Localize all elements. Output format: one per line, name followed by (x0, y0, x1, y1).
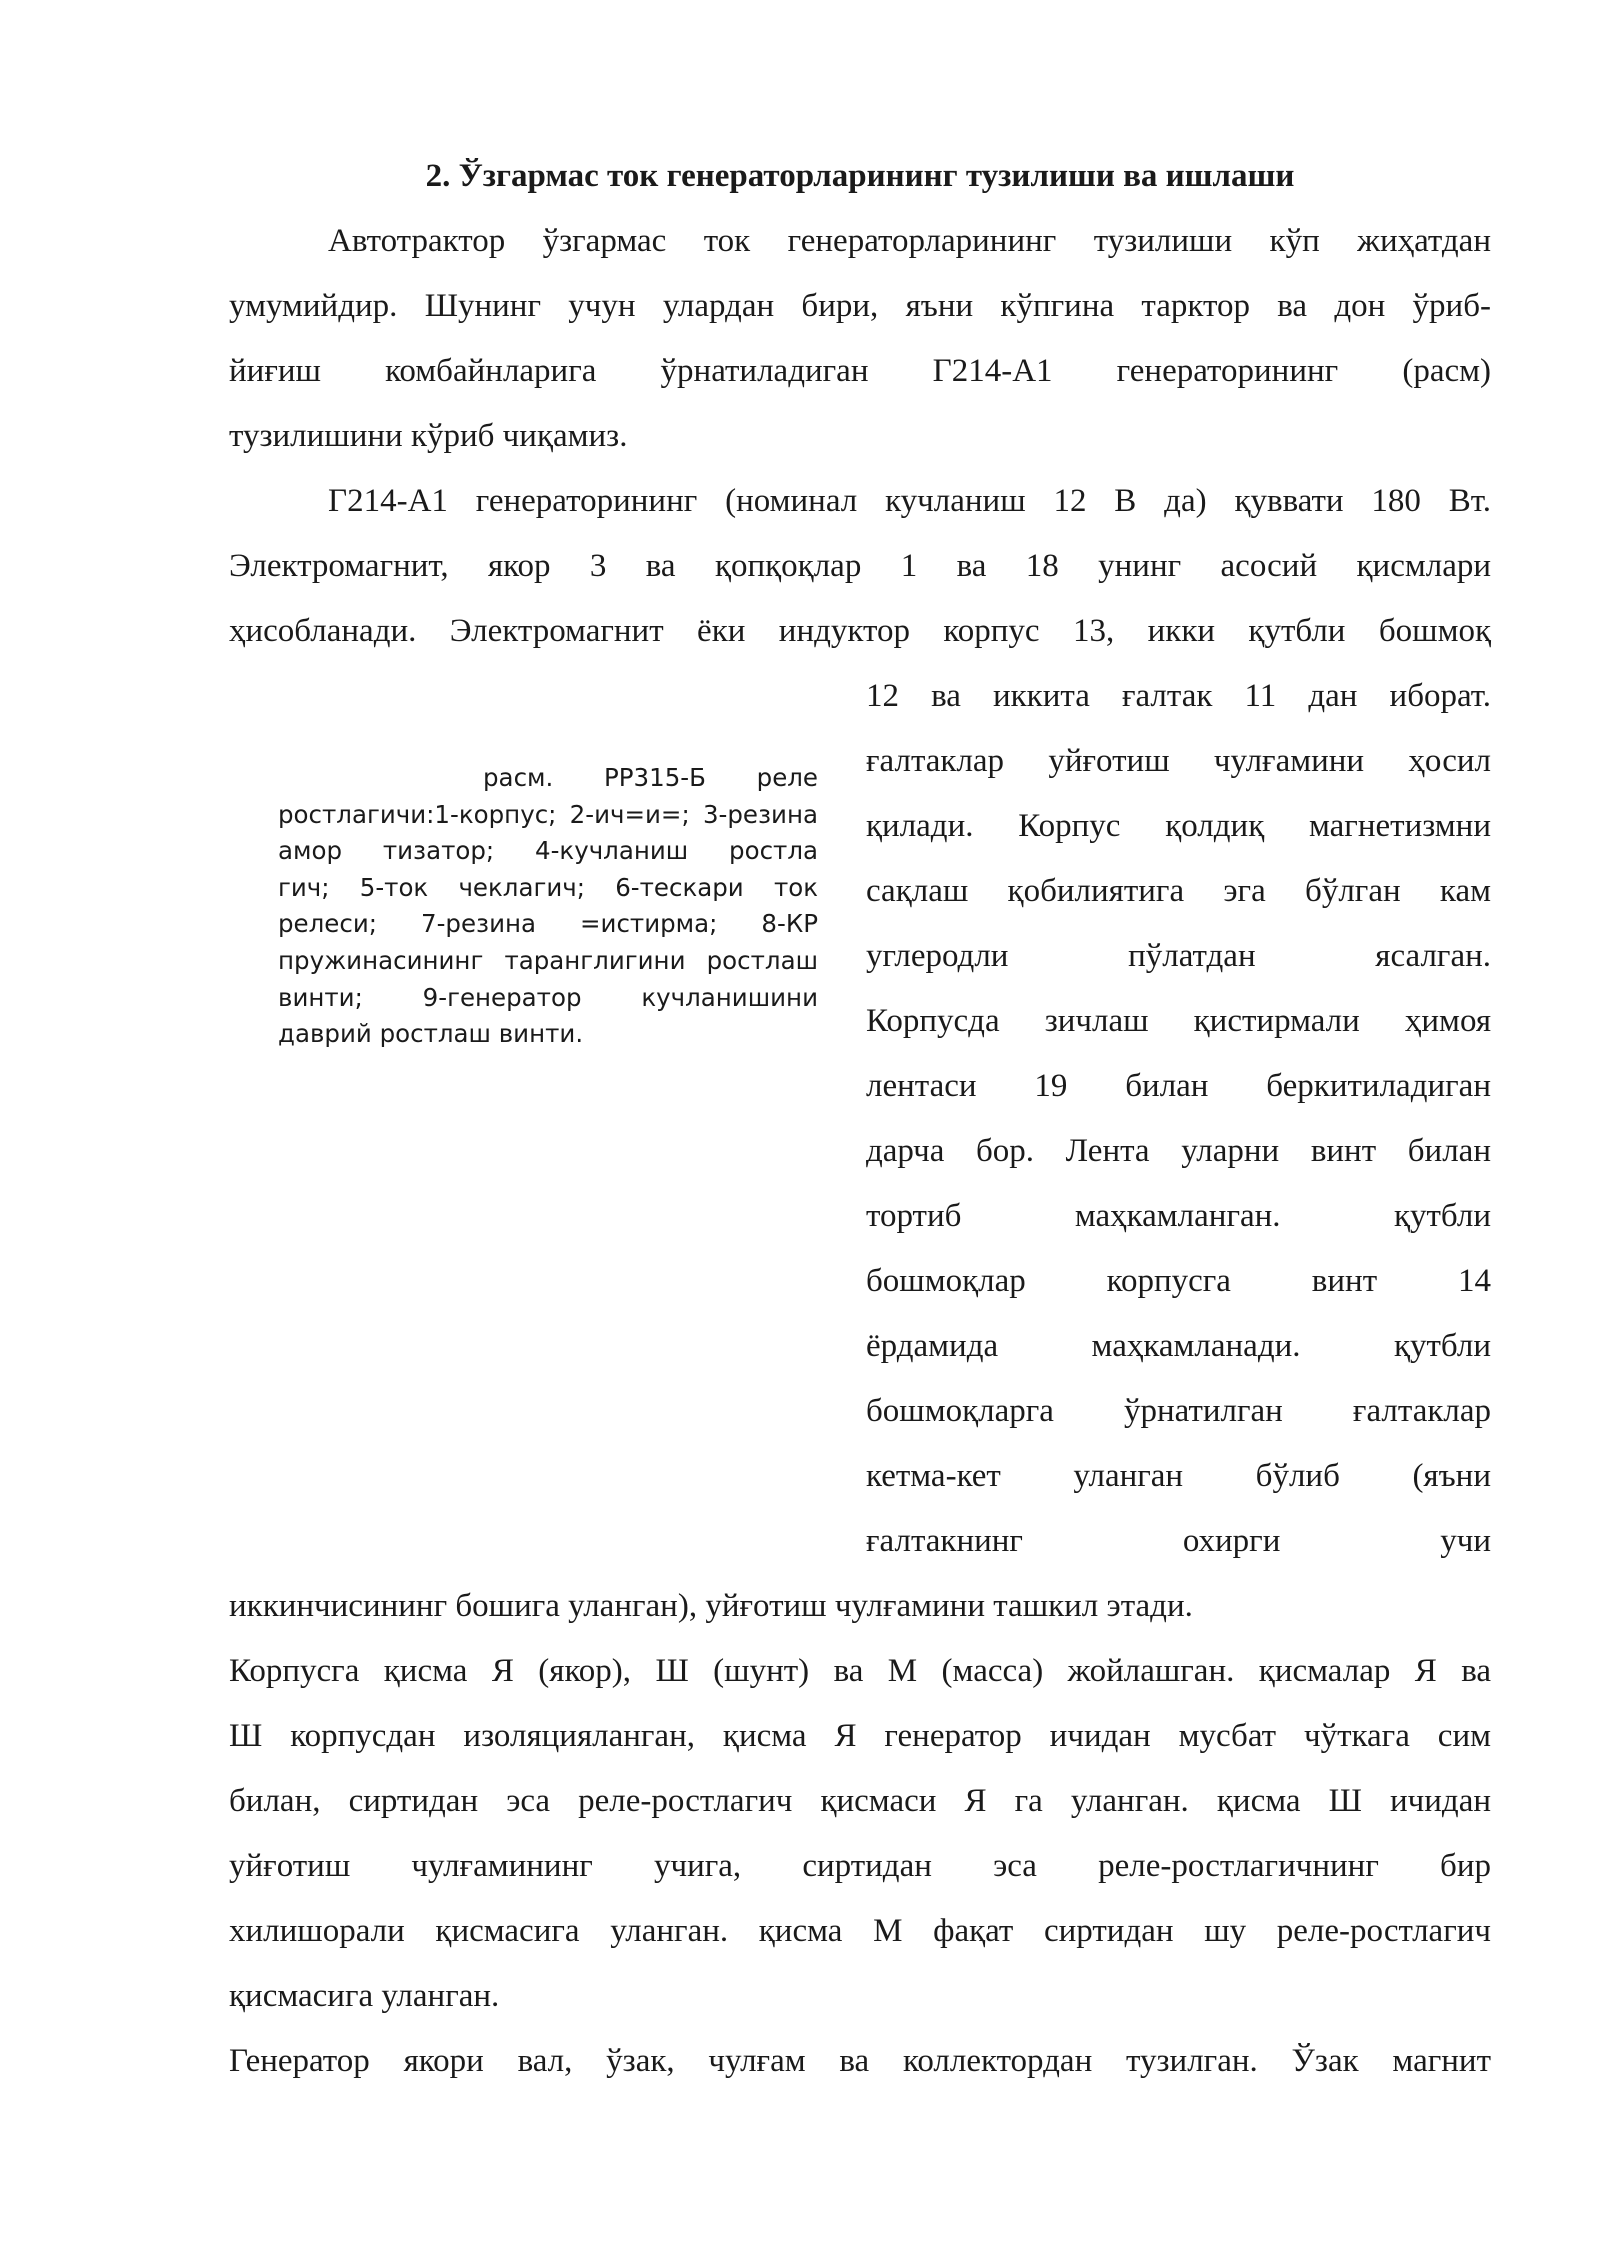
paragraph-1-line: йиғиш комбайнларига ўрнатиладиган Г214-А1 генераторининг (расм) (229, 353, 1491, 389)
paragraph-3-line: Ш корпусдан изоляцияланган, қисма Я генератор ичидан мусбат чўткага сим (229, 1718, 1491, 1754)
paragraph-2-column-line: углеродли пўлатдан ясалган. (866, 938, 1491, 974)
figure-caption (278, 760, 818, 1053)
section-heading: 2. Ўзгармас ток генераторларининг тузилиши ва ишлаши (425, 158, 1295, 194)
paragraph-3-line: хилишорали қисмасига уланган. қисма М фақат сиртидан шу реле-ростлагич (229, 1913, 1491, 1949)
caption-line: релеси; 7-резина =истирма; 8-КР (278, 909, 818, 939)
caption-line: гич; 5-ток чеклагич; 6-тескари ток (278, 872, 818, 902)
paragraph-2-column-line: ғалтаклар уйғотиш чулғамини ҳосил (866, 743, 1491, 779)
paragraph-2-line: иккинчисининг бошига уланган), уйғотиш чулғамини ташкил этади. (229, 1588, 1193, 1624)
paragraph-2-column-line: дарча бор. Лента уларни винт билан (866, 1133, 1491, 1169)
paragraph-2-column-line: кетма-кет уланган бўлиб (яъни (866, 1458, 1491, 1494)
paragraph-2-column-line: ёрдамида маҳкамланади. қутбли (866, 1328, 1491, 1364)
paragraph-2-column-line: тортиб маҳкамланган. қутбли (866, 1198, 1491, 1234)
caption-line: пружинасининг таранглигини ростлаш (278, 945, 818, 975)
paragraph-1-line: умумийдир. Шунинг учун улардан бири, яъни кўпгина тарктор ва дон ўриб- (229, 288, 1491, 324)
paragraph-1-line: Автотрактор ўзгармас ток генераторларининг тузилиши кўп жиҳатдан (328, 223, 1491, 259)
paragraph-2-column-line: бошмоқларга ўрнатилган ғалтаклар (866, 1393, 1491, 1429)
paragraph-3-line: уйғотиш чулғамининг учига, сиртидан эса реле-ростлагичнинг бир (229, 1848, 1491, 1884)
paragraph-2-line: ҳисобланади. Электромагнит ёки индуктор корпус 13, икки қутбли бошмоқ (229, 613, 1491, 649)
paragraph-2-column-line: ғалтакнинг охирги учи (866, 1523, 1491, 1559)
caption-line: ростлагичи:1-корпус; 2-ич=и=; 3-резина (278, 799, 818, 829)
paragraph-3-line: қисмасига уланган. (229, 1978, 500, 2014)
caption-line: винти; 9-генератор кучланишини (278, 982, 818, 1012)
caption-line: амор тизатор; 4-кучланиш ростла (278, 836, 818, 866)
paragraph-3-line: билан, сиртидан эса реле-ростлагич қисмаси Я га уланган. қисма Ш ичидан (229, 1783, 1491, 1819)
paragraph-4-line: Генератор якори вал, ўзак, чулғам ва коллектордан тузилган. Ўзак магнит (229, 2043, 1491, 2079)
paragraph-2-column-line: 12 ва иккита ғалтак 11 дан иборат. (866, 678, 1491, 714)
paragraph-2-column-line: лентаси 19 билан беркитиладиган (866, 1068, 1491, 1104)
paragraph-2-column-line: бошмоқлар корпусга винт 14 (866, 1263, 1491, 1299)
paragraph-2-column-line: сақлаш қобилиятига эга бўлган кам (866, 873, 1491, 909)
paragraph-2-column-line: қилади. Корпус қолдиқ магнетизмни (866, 808, 1491, 844)
paragraph-3-line: Корпусга қисма Я (якор), Ш (шунт) ва М (масса) жойлашган. қисмалар Я ва (229, 1653, 1491, 1689)
paragraph-2-line: Г214-А1 генераторининг (номинал кучланиш 12 В да) қуввати 180 Вт. (328, 483, 1491, 519)
paragraph-2-column-line: Корпусда зичлаш қистирмали ҳимоя (866, 1003, 1491, 1039)
caption-line: расм. РР315-Б реле (483, 763, 818, 792)
paragraph-1-line: тузилишини кўриб чиқамиз. (229, 418, 628, 454)
caption-line: даврий ростлаш винти. (278, 1019, 584, 1049)
paragraph-2-line: Электромагнит, якор 3 ва қопқоқлар 1 ва 18 унинг асосий қисмлари (229, 548, 1491, 584)
